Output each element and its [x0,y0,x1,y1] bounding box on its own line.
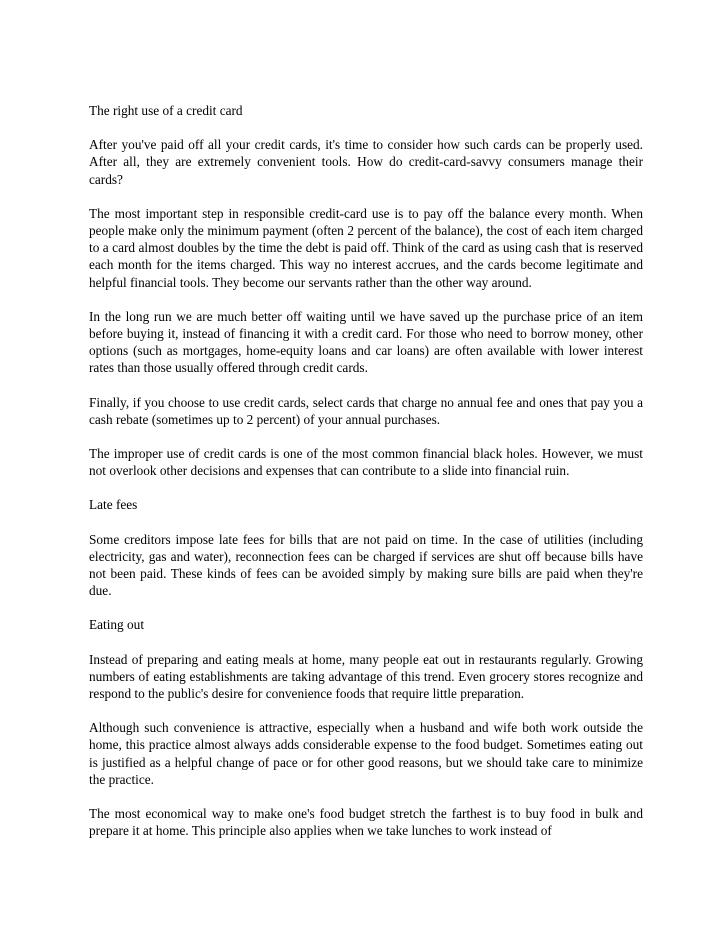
paragraph-late-fees: Some creditors impose late fees for bills that are not paid on time. In the case of utilities (including electricity, gas and water), reconnection fees can be charged if services are shut off because bills have not been paid. These kinds of fees can be avoided simply by making sure bills are paid when they're due. [89,531,643,599]
paragraph-pay-balance: The most important step in responsible credit-card use is to pay off the balance every month. When people make only the minimum payment (often 2 percent of the balance), the cost of each item charged to a card almost doubles by the time the debt is paid off. Think of the card as using cash that is reserved each month for the items charged. This way no interest accrues, and the cards become legitimate and helpful financial tools. They become our servants rather than the other way around. [89,205,643,290]
paragraph-choose-cards: Finally, if you choose to use credit cards, select cards that charge no annual fee and ones that pay you a cash rebate (sometimes up to 2 percent) of your annual purchases. [89,394,643,427]
document-title: The right use of a credit card [89,103,243,118]
paragraph-eating-out-expense: Although such convenience is attractive, especially when a husband and wife both work outside the home, this practice almost always adds considerable expense to the food budget. Sometimes eating out is justified as a helpful change of pace or for other good reasons, but we should take care to minimize the practice. [89,720,643,787]
document-page [89,102,643,840]
paragraph-credit-cards-intro: After you've paid off all your credit cards, it's time to consider how such cards can be properly used. After all, they are extremely convenient tools. How do credit-card-savvy consumers manage their cards? [89,137,643,187]
paragraph-food-budget: The most economical way to make one's food budget stretch the farthest is to buy food in bulk and prepare it at home. This principle also applies when we take lunches to work instead of [89,806,643,839]
paragraph-eating-out-trend: Instead of preparing and eating meals at home, many people eat out in restaurants regularly. Growing numbers of eating establishments are taking advantage of this trend. Even grocery stores recognize and respond to the public's desire for convenience foods that require little preparation. [89,651,643,702]
section-heading-late-fees: Late fees [89,497,138,513]
paragraph-wait-to-buy: In the long run we are much better off waiting until we have saved up the purchase price of an item before buying it, instead of financing it with a credit card. For those who need to borrow money, other options (such as mortgages, home-equity loans and car loans) are often available with lower interest rates than those usually offered through credit cards. [89,308,643,376]
paragraph-financial-black-holes: The improper use of credit cards is one of the most common financial black holes. However, we must not overlook other decisions and expenses that can contribute to a slide into financial ruin. [89,446,643,479]
section-heading-eating-out: Eating out [89,617,145,633]
